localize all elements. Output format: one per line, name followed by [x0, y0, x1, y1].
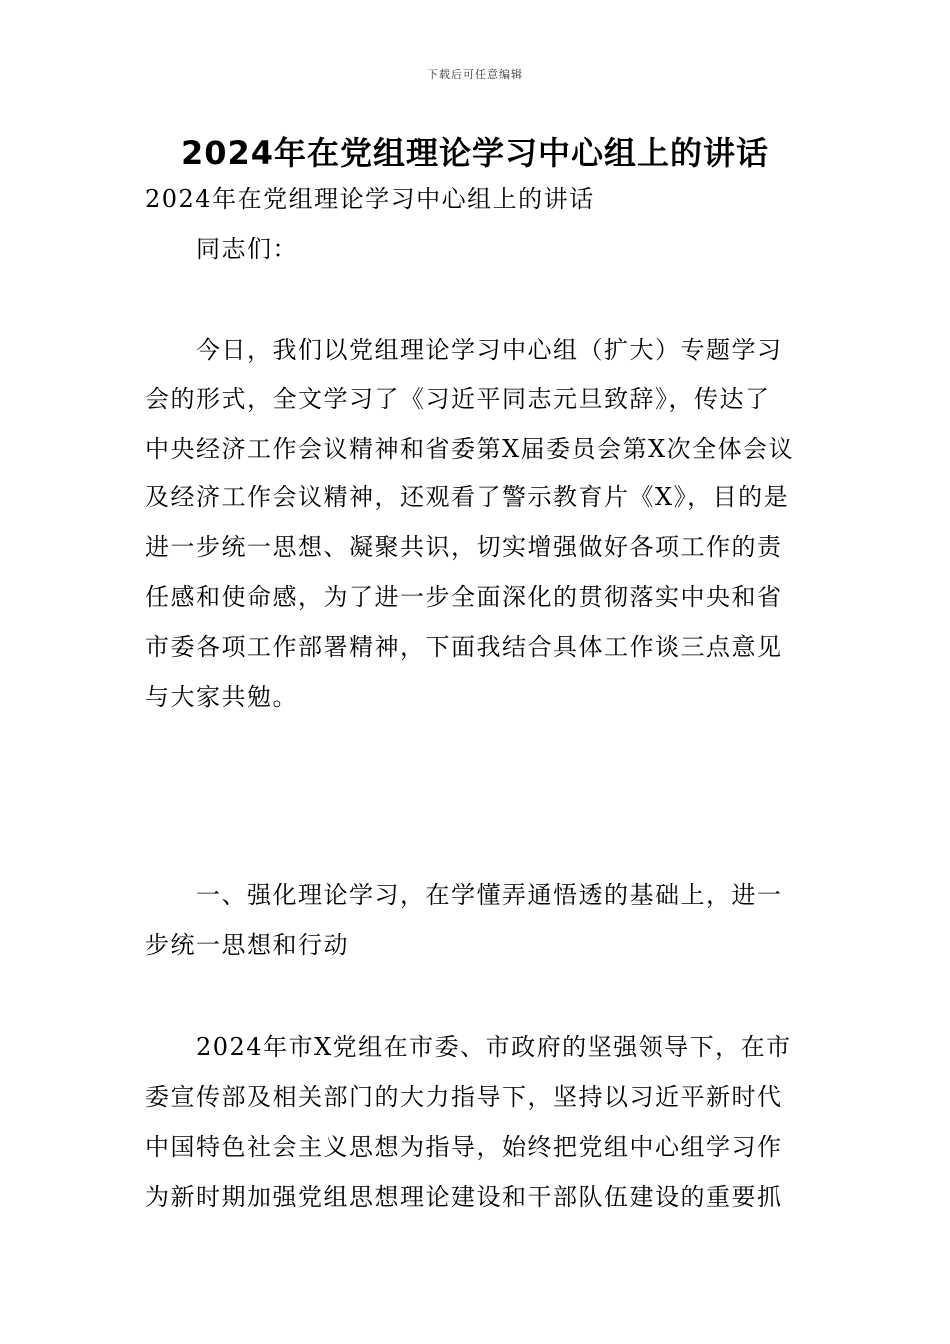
document-title: 2024年在党组理论学习中心组上的讲话	[180, 134, 770, 172]
salutation: 同志们：	[196, 235, 298, 263]
paragraph-line: 2024年市X党组在市委、市政府的坚强领导下，在市	[196, 1033, 792, 1061]
paragraph-line: 进一步统一思想、凝聚共识，切实增强做好各项工作的责	[145, 533, 783, 561]
document-subtitle: 2024年在党组理论学习中心组上的讲话	[145, 185, 595, 213]
paragraph-line: 任感和使命感，为了进一步全面深化的贯彻落实中央和省	[145, 583, 783, 611]
paragraph-line: 中国特色社会主义思想为指导，始终把党组中心组学习作	[145, 1133, 783, 1161]
paragraph-line: 市委各项工作部署精神，下面我结合具体工作谈三点意见	[145, 633, 783, 661]
paragraph-line: 中央经济工作会议精神和省委第X届委员会第X次全体会议	[145, 435, 795, 463]
paragraph-line: 为新时期加强党组思想理论建设和干部队伍建设的重要抓	[145, 1183, 783, 1211]
paragraph-line: 及经济工作会议精神，还观看了警示教育片《X》，目的是	[145, 483, 790, 511]
header-note: 下载后可任意编辑	[427, 68, 523, 81]
heading-line: 一、强化理论学习，在学懂弄通悟透的基础上，进一	[196, 881, 783, 909]
paragraph-line: 今日，我们以党组理论学习中心组（扩大）专题学习	[196, 336, 783, 364]
heading-line: 步统一思想和行动	[145, 931, 349, 959]
paragraph-line: 会的形式，全文学习了《习近平同志元旦致辞》，传达了	[145, 385, 771, 413]
paragraph-line: 委宣传部及相关部门的大力指导下，坚持以习近平新时代	[145, 1083, 783, 1111]
paragraph-line: 与大家共勉。	[145, 683, 298, 711]
